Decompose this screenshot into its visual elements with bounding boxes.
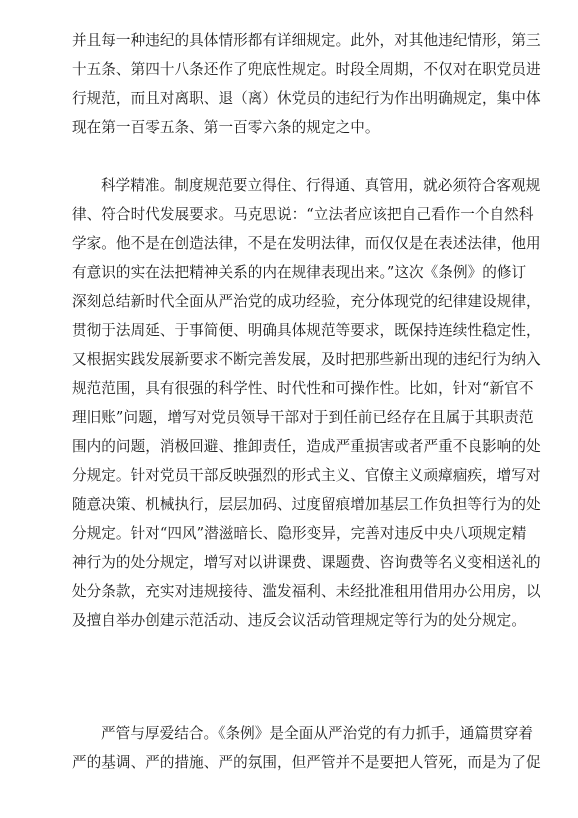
text-line: 严的基调、严的措施、严的氛围，但严管并不是要把人管死，而是为了促	[72, 754, 541, 771]
text-line: 围内的问题，消极回避、推卸责任，造成严重损害或者严重不良影响的处	[72, 438, 541, 455]
text-line: 严管与厚爱结合。《条例》是全面从严治党的有力抓手，通篇贯穿着	[101, 725, 534, 742]
text-line: 律、符合时代发展要求。马克思说：“立法者应该把自己看作一个自然科	[72, 206, 534, 223]
text-line: 处分条款，充实对违规接待、滥发福利、未经批准租用借用办公用房，以	[72, 583, 541, 600]
text-line: 并且每一种违纪的具体情形都有详细规定。此外，对其他违纪情形，第三	[72, 32, 541, 49]
text-line: 分规定。针对党员干部反映强烈的形式主义、官僚主义顽瘴痼疾，增写对	[72, 467, 541, 484]
text-line: 贯彻于法周延、于事简便、明确具体规范等要求，既保持连续性稳定性，	[72, 322, 541, 339]
text-line: 十五条、第四十八条还作了兜底性规定。时段全周期，不仅对在职党员进	[72, 61, 541, 78]
text-line: 行规范，而且对离职、退（离）休党员的违纪行为作出明确规定，集中体	[72, 90, 541, 107]
text-line: 深刻总结新时代全面从严治党的成功经验，充分体现党的纪律建设规律，	[72, 293, 541, 310]
text-line: 规范范围，具有很强的科学性、时代性和可操作性。比如，针对“新官不	[72, 380, 534, 397]
text-line: 理旧账”问题，增写对党员领导干部对于到任前已经存在且属于其职责范	[72, 409, 534, 426]
text-line: 又根据实践发展新要求不断完善发展，及时把那些新出现的违纪行为纳入	[72, 351, 541, 368]
text-line: 科学精准。制度规范要立得住、行得通、真管用，就必须符合客观规	[101, 177, 541, 194]
text-line: 学家。他不是在创造法律，不是在发明法律，而仅仅是在表述法律，他用	[72, 235, 541, 252]
text-line: 现在第一百零五条、第一百零六条的规定之中。	[72, 119, 380, 136]
text-line: 有意识的实在法把精神关系的内在规律表现出来。”这次《条例》的修订	[72, 264, 527, 281]
text-line: 分规定。针对“四风”潜滋暗长、隐形变异，完善对违反中央八项规定精	[72, 525, 527, 542]
text-line: 神行为的处分规定，增写对以讲课费、课题费、咨询费等名义变相送礼的	[72, 554, 541, 571]
text-line: 及擅自举办创建示范活动、违反会议活动管理规定等行为的处分规定。	[72, 612, 526, 629]
text-line: 随意决策、机械执行，层层加码、过度留痕增加基层工作负担等行为的处	[72, 496, 541, 513]
